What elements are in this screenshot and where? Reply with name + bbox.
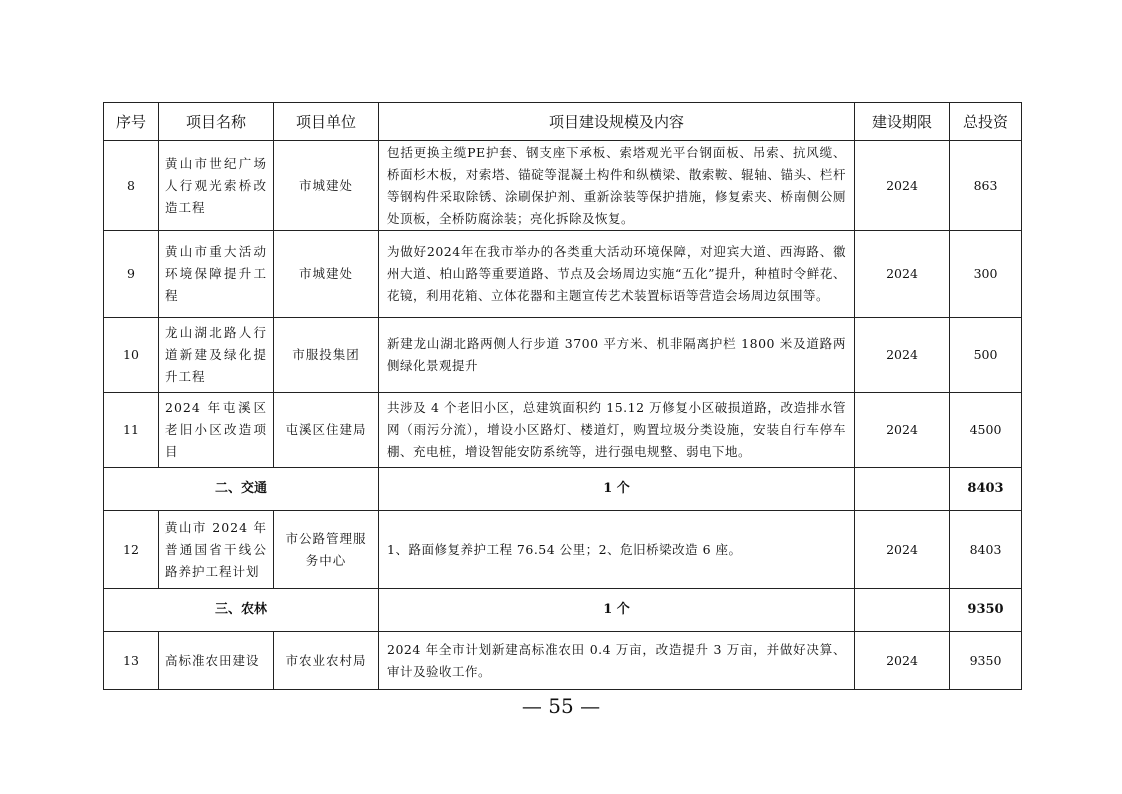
row-desc: 共涉及 4 个老旧小区，总建筑面积约 15.12 万修复小区破损道路，改造排水管网（雨污分流），增设小区路灯、楼道灯，购置垃圾分类设施，安装自行车停车棚、充电桩，增设智能安防系统等，进行强电规整、弱电下地。 bbox=[379, 393, 855, 468]
section-row bbox=[104, 468, 1022, 511]
table-header-row bbox=[104, 103, 1022, 141]
row-total: 8403 bbox=[950, 511, 1022, 589]
header-desc: 项目建设规模及内容 bbox=[379, 103, 855, 141]
section-blank bbox=[855, 589, 950, 632]
row-name: 龙山湖北路人行道新建及绿化提升工程 bbox=[159, 318, 274, 393]
row-desc: 包括更换主缆PE护套、钢支座下承板、索塔观光平台钢面板、吊索、抗风缆、桥面杉木板，对索塔、锚碇等混凝土构件和纵横梁、散索鞍、辊轴、锚头、栏杆等钢构件采取除锈、涂刷保护剂、重新涂装等保护措施，修复索夹、桥南侧公厕处顶板，全桥防腐涂装；亮化拆除及恢复。 bbox=[379, 141, 855, 231]
header-unit: 项目单位 bbox=[274, 103, 379, 141]
row-period: 2024 bbox=[855, 393, 950, 468]
header-name: 项目名称 bbox=[159, 103, 274, 141]
row-total: 9350 bbox=[950, 632, 1022, 690]
row-name: 2024 年屯溪区老旧小区改造项目 bbox=[159, 393, 274, 468]
table-row bbox=[104, 632, 1022, 690]
row-unit: 市城建处 bbox=[274, 231, 379, 318]
section-row bbox=[104, 589, 1022, 632]
section-label: 三、农林 bbox=[104, 589, 379, 632]
row-name: 高标准农田建设 bbox=[159, 632, 274, 690]
section-count: 1 个 bbox=[379, 468, 855, 511]
table-row bbox=[104, 511, 1022, 589]
table-row bbox=[104, 231, 1022, 318]
table-row bbox=[104, 318, 1022, 393]
section-total: 9350 bbox=[950, 589, 1022, 632]
table-row bbox=[104, 393, 1022, 468]
row-no: 11 bbox=[104, 393, 159, 468]
row-total: 500 bbox=[950, 318, 1022, 393]
row-period: 2024 bbox=[855, 318, 950, 393]
row-no: 13 bbox=[104, 632, 159, 690]
row-period: 2024 bbox=[855, 231, 950, 318]
header-period: 建设期限 bbox=[855, 103, 950, 141]
row-total: 4500 bbox=[950, 393, 1022, 468]
row-name: 黄山市世纪广场人行观光索桥改造工程 bbox=[159, 141, 274, 231]
row-desc: 为做好2024年在我市举办的各类重大活动环境保障，对迎宾大道、西海路、徽州大道、柏山路等重要道路、节点及会场周边实施“五化”提升，种植时令鲜花、花镜，利用花箱、立体花器和主题宣传艺术装置标语等营造会场周边氛围等。 bbox=[379, 231, 855, 318]
section-blank bbox=[855, 468, 950, 511]
row-total: 863 bbox=[950, 141, 1022, 231]
row-unit: 市服投集团 bbox=[274, 318, 379, 393]
row-no: 12 bbox=[104, 511, 159, 589]
row-no: 8 bbox=[104, 141, 159, 231]
row-name: 黄山市 2024 年普通国省干线公路养护工程计划 bbox=[159, 511, 274, 589]
row-period: 2024 bbox=[855, 632, 950, 690]
section-label: 二、交通 bbox=[104, 468, 379, 511]
row-no: 9 bbox=[104, 231, 159, 318]
row-no: 10 bbox=[104, 318, 159, 393]
header-total: 总投资 bbox=[950, 103, 1022, 141]
row-unit: 市公路管理服务中心 bbox=[274, 511, 379, 589]
page-number: — 55 — bbox=[521, 694, 601, 718]
row-desc: 2024 年全市计划新建高标准农田 0.4 万亩，改造提升 3 万亩，并做好决算、审计及验收工作。 bbox=[379, 632, 855, 690]
row-period: 2024 bbox=[855, 141, 950, 231]
row-unit: 市农业农村局 bbox=[274, 632, 379, 690]
table-row bbox=[104, 141, 1022, 231]
header-no: 序号 bbox=[104, 103, 159, 141]
row-unit: 市城建处 bbox=[274, 141, 379, 231]
row-period: 2024 bbox=[855, 511, 950, 589]
row-unit: 屯溪区住建局 bbox=[274, 393, 379, 468]
row-desc: 1、路面修复养护工程 76.54 公里；2、危旧桥梁改造 6 座。 bbox=[379, 511, 855, 589]
row-desc: 新建龙山湖北路两侧人行步道 3700 平方米、机非隔离护栏 1800 米及道路两侧绿化景观提升 bbox=[379, 318, 855, 393]
section-total: 8403 bbox=[950, 468, 1022, 511]
section-count: 1 个 bbox=[379, 589, 855, 632]
project-table bbox=[103, 102, 1022, 690]
row-name: 黄山市重大活动环境保障提升工程 bbox=[159, 231, 274, 318]
row-total: 300 bbox=[950, 231, 1022, 318]
